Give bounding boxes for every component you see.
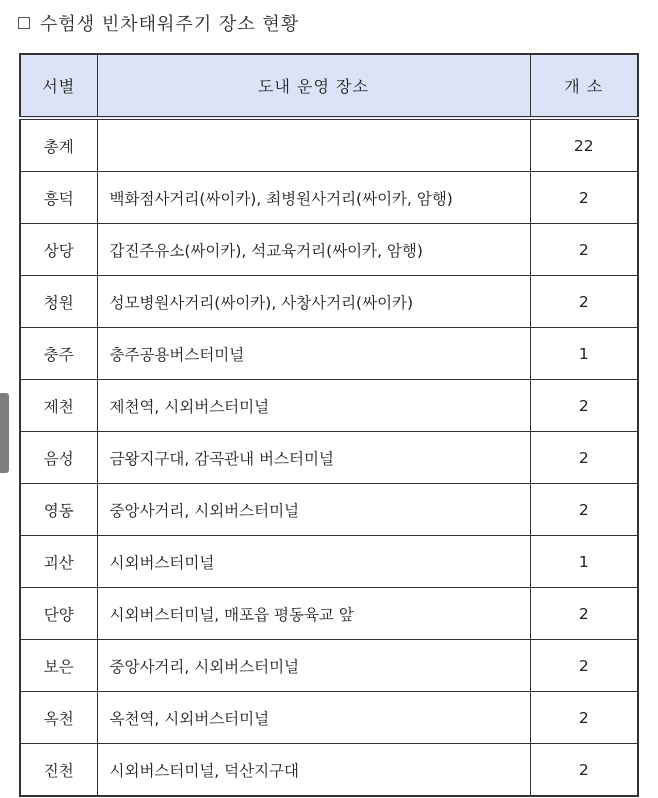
loc-cell: 중앙사거리, 시외버스터미널 <box>97 484 530 536</box>
loc-cell: 옥천역, 시외버스터미널 <box>97 692 530 744</box>
count-cell: 2 <box>530 380 638 432</box>
table-row <box>20 588 638 640</box>
region-cell: 괴산 <box>20 536 97 588</box>
region-cell: 충주 <box>20 328 97 380</box>
table-row <box>20 172 638 224</box>
loc-cell: 시외버스터미널, 덕산지구대 <box>97 744 530 797</box>
table-row <box>20 328 638 380</box>
count-cell: 2 <box>530 276 638 328</box>
count-cell: 1 <box>530 536 638 588</box>
region-cell: 음성 <box>20 432 97 484</box>
loc-cell: 충주공용버스터미널 <box>97 328 530 380</box>
region-cell: 옥천 <box>20 692 97 744</box>
document-heading <box>18 10 299 36</box>
table-row <box>20 536 638 588</box>
table-row <box>20 276 638 328</box>
loc-cell: 시외버스터미널, 매포읍 평동육교 앞 <box>97 588 530 640</box>
region-cell: 영동 <box>20 484 97 536</box>
table-row <box>20 380 638 432</box>
loc-cell: 중앙사거리, 시외버스터미널 <box>97 640 530 692</box>
count-cell: 2 <box>530 588 638 640</box>
loc-cell: 성모병원사거리(싸이카), 사창사거리(싸이카) <box>97 276 530 328</box>
count-cell: 22 <box>530 118 638 172</box>
checkbox-square-icon <box>18 17 30 29</box>
count-cell: 1 <box>530 328 638 380</box>
region-cell: 단양 <box>20 588 97 640</box>
count-cell: 2 <box>530 692 638 744</box>
region-cell: 흥덕 <box>20 172 97 224</box>
side-scroll-tab[interactable] <box>0 393 9 473</box>
loc-cell: 백화점사거리(싸이카), 최병원사거리(싸이카, 암행) <box>97 172 530 224</box>
table-header-row <box>20 54 638 118</box>
count-cell: 2 <box>530 432 638 484</box>
table-row <box>20 692 638 744</box>
region-cell: 상당 <box>20 224 97 276</box>
region-cell: 청원 <box>20 276 97 328</box>
loc-cell: 금왕지구대, 감곡관내 버스터미널 <box>97 432 530 484</box>
loc-cell <box>97 118 530 172</box>
header-location: 도내 운영 장소 <box>97 54 530 118</box>
table-body <box>20 118 638 796</box>
table-row <box>20 224 638 276</box>
count-cell: 2 <box>530 172 638 224</box>
locations-table <box>19 53 639 797</box>
loc-cell: 갑진주유소(싸이카), 석교육거리(싸이카, 암행) <box>97 224 530 276</box>
loc-cell: 제천역, 시외버스터미널 <box>97 380 530 432</box>
heading-text: 수험생 빈차태워주기 장소 현황 <box>40 14 300 35</box>
table-row <box>20 118 638 172</box>
region-cell: 제천 <box>20 380 97 432</box>
count-cell: 2 <box>530 484 638 536</box>
region-cell: 보은 <box>20 640 97 692</box>
table-row <box>20 640 638 692</box>
count-cell: 2 <box>530 224 638 276</box>
table-row <box>20 432 638 484</box>
region-cell: 진천 <box>20 744 97 797</box>
count-cell: 2 <box>530 640 638 692</box>
header-region: 서별 <box>20 54 97 118</box>
table-row <box>20 484 638 536</box>
table-row <box>20 744 638 797</box>
header-count: 개 소 <box>530 54 638 118</box>
region-cell: 총계 <box>20 118 97 172</box>
count-cell: 2 <box>530 744 638 797</box>
loc-cell: 시외버스터미널 <box>97 536 530 588</box>
